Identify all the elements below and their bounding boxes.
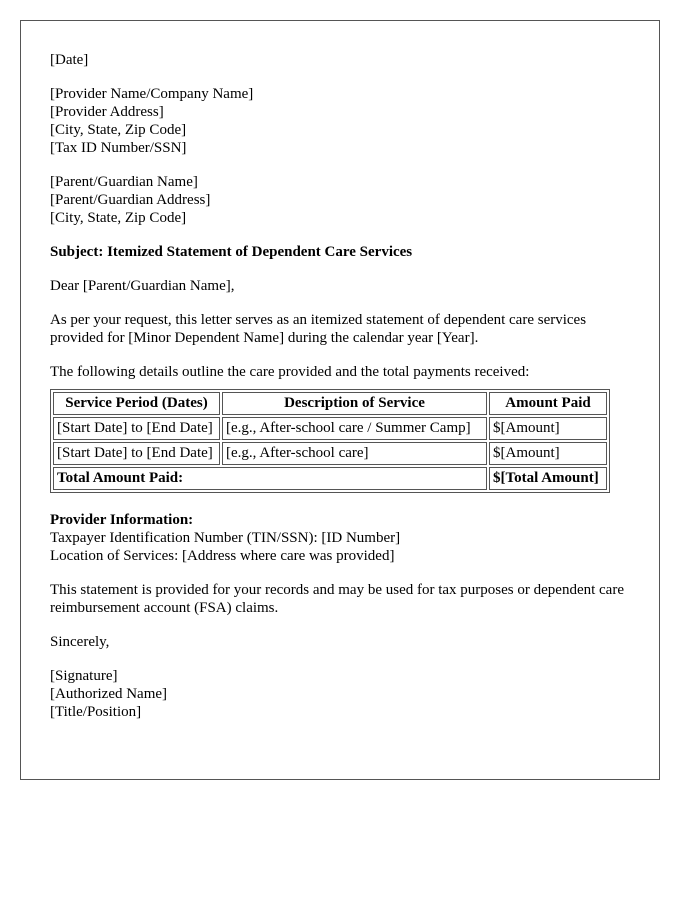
row-amount: $[Amount] [489, 417, 607, 440]
recipient-address-block [50, 173, 640, 227]
provider-address-block [50, 85, 640, 157]
details-paragraph: The following details outline the care provided and the total payments received: [50, 364, 530, 380]
total-row [53, 467, 607, 490]
salutation: Dear [Parent/Guardian Name], [50, 278, 235, 294]
row-service-period: [Start Date] to [End Date] [53, 417, 220, 440]
provider-tin-line: Taxpayer Identification Number (TIN/SSN): [ID Number] [50, 530, 401, 546]
provider-tax-id: [Tax ID Number/SSN] [50, 140, 187, 156]
closing-paragraph: This statement is provided for your records and may be used for tax purposes or dependent care reimbursement account (FSA) claims. [50, 582, 624, 616]
provider-address: [Provider Address] [50, 104, 164, 120]
header-amount-paid: Amount Paid [489, 392, 607, 415]
signature: [Signature] [50, 668, 118, 684]
total-label: Total Amount Paid: [53, 467, 487, 490]
row-description: [e.g., After-school care] [222, 442, 487, 465]
provider-info-heading: Provider Information: [50, 512, 194, 528]
date-block [50, 51, 640, 69]
table-row [53, 442, 607, 465]
provider-info-block [50, 511, 640, 565]
table-row [53, 417, 607, 440]
provider-city-state-zip: [City, State, Zip Code] [50, 122, 187, 138]
recipient-city-state-zip: [City, State, Zip Code] [50, 210, 187, 226]
letter-content [50, 51, 640, 737]
table-header-row [53, 392, 607, 415]
signature-block [50, 667, 640, 721]
intro-paragraph: As per your request, this letter serves as an itemized statement of dependent care services provided for [Minor Dependent Name] during the calendar year [Year]. [50, 312, 587, 346]
title-position: [Title/Position] [50, 704, 142, 720]
recipient-address: [Parent/Guardian Address] [50, 192, 211, 208]
row-description: [e.g., After-school care / Summer Camp] [222, 417, 487, 440]
header-service-period: Service Period (Dates) [53, 392, 220, 415]
services-table [50, 389, 610, 493]
header-description: Description of Service [222, 392, 487, 415]
total-amount: $[Total Amount] [489, 467, 607, 490]
authorized-name: [Authorized Name] [50, 686, 168, 702]
row-service-period: [Start Date] to [End Date] [53, 442, 220, 465]
provider-name: [Provider Name/Company Name] [50, 86, 254, 102]
row-amount: $[Amount] [489, 442, 607, 465]
letter-date: [Date] [50, 52, 89, 68]
letter-page [20, 20, 660, 780]
subject-line: Subject: Itemized Statement of Dependent Care Services [50, 244, 413, 260]
signoff: Sincerely, [50, 634, 110, 650]
provider-location-line: Location of Services: [Address where care was provided] [50, 548, 395, 564]
recipient-name: [Parent/Guardian Name] [50, 174, 198, 190]
